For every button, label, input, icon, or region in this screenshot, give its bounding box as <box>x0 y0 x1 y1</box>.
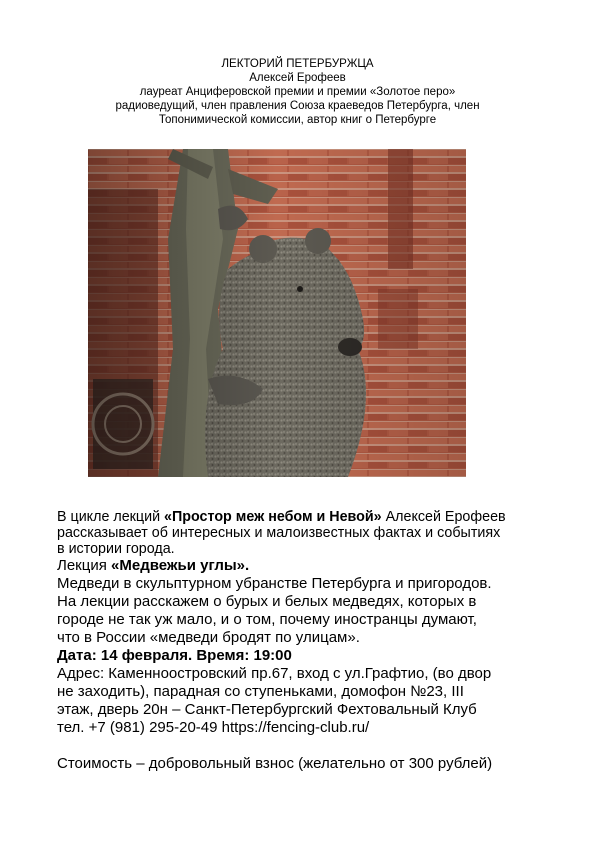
contact-phone-website: тел. +7 (981) 295-20-49 https://fencing-club.ru/ <box>57 719 370 736</box>
lecture-cycle-name: «Простор меж небом и Невой» <box>164 509 382 525</box>
lecture-series-title: ЛЕКТОРИЙ ПЕТЕРБУРЖЦА <box>221 58 374 70</box>
cost-text: Стоимость – добровольный взнос (желательно от 300 рублей) <box>57 755 493 772</box>
lecture-header <box>0 57 595 127</box>
date-time-text: Дата: 14 февраля. Время: 19:00 <box>57 647 292 664</box>
intro-line3: в истории города. <box>57 541 175 557</box>
lecturer-name: Алексей Ерофеев <box>249 72 346 84</box>
cost-info <box>57 755 547 773</box>
address-line1: Адрес: Каменноостровский пр.67, вход с ул.Графтио, (во двор <box>57 665 492 682</box>
intro-line2: рассказывает об интересных и малоизвестных фактах и событиях <box>57 525 501 541</box>
summary-line1: Медведи в скульптурном убранстве Петербурга и пригородов. <box>57 575 492 592</box>
lecturer-bio-line1: радиоведущий, член правления Союза краеведов Петербурга, член <box>115 100 480 112</box>
address-line3: этаж, дверь 20н – Санкт-Петербургский Фехтовальный Клуб <box>57 701 477 718</box>
lecture-title-line <box>57 557 547 575</box>
spacer <box>57 737 547 755</box>
intro-suffix: Алексей Ерофеев <box>381 509 506 525</box>
intro-paragraph <box>57 509 547 557</box>
lecture-summary <box>57 575 547 647</box>
bear-sculpture-photo <box>88 149 466 477</box>
address-block <box>57 665 547 737</box>
lecturer-bio-line2: Топонимической комиссии, автор книг о Петербурге <box>158 114 437 126</box>
address-line2: не заходить), парадная со ступеньками, домофон №23, III <box>57 683 464 700</box>
lecture-title: «Медвежьи углы». <box>111 557 250 574</box>
summary-line2: На лекции расскажем о бурых и белых медведях, которых в <box>57 593 477 610</box>
lecture-description <box>57 509 547 773</box>
summary-line4: что в России «медведи бродят по улицам». <box>57 629 360 646</box>
lecture-prefix: Лекция <box>57 557 112 574</box>
lecturer-awards: лауреат Анциферовской премии и премии «Золотое перо» <box>139 86 456 98</box>
summary-line3: городе не так уж мало, и о том, почему иностранцы думают, <box>57 611 477 628</box>
intro-prefix: В цикле лекций <box>57 509 165 525</box>
date-time <box>57 647 547 665</box>
